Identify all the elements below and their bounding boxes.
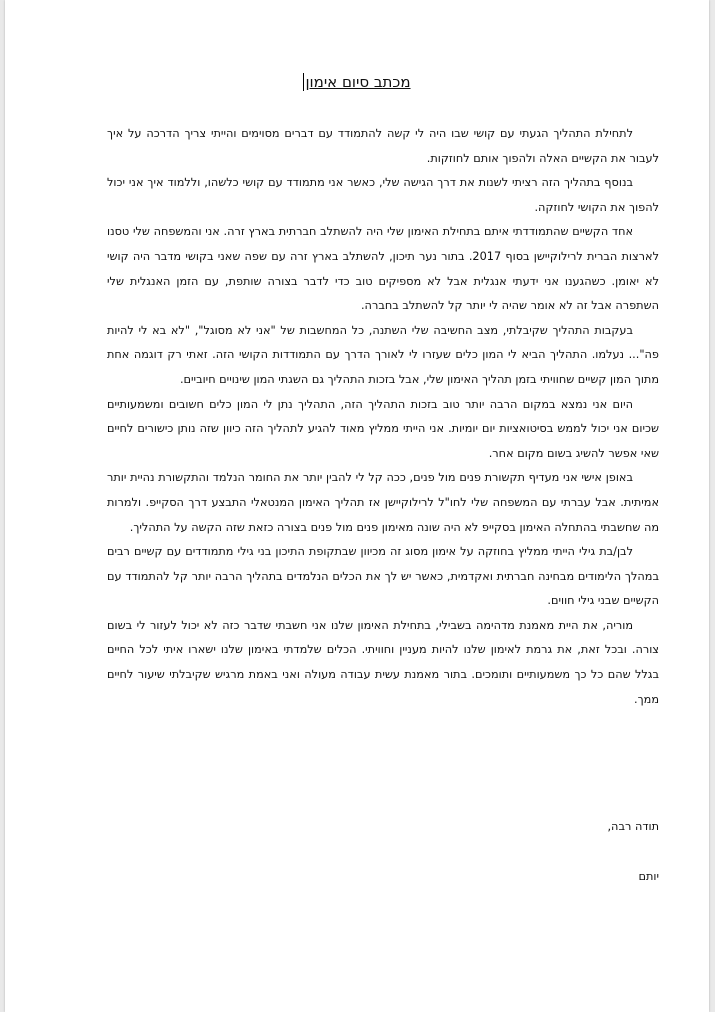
paragraph-5: היום אני נמצא במקום הרבה יותר טוב בזכות התהליך הזה, התהליך נתן לי המון כלים חשובים ומשמעותיים שכיום אני יכול לממש בסיטואציות יום יומיות. אני הייתי ממליץ מאוד להגיע לתהליך הזה כיוון שזה נותן כישורים לחיים שאי אפשר להשיג בשום מקום אחר. [107, 397, 659, 460]
document-body[interactable] [107, 122, 659, 712]
paragraph-2: בנוסף בתהליך הזה רציתי לשנות את דרך הגישה שלי, כאשר אני מתמודד עם קושי כלשהו, וללמוד איך אני יכול להפוך את הקושי לחוזקה. [107, 176, 659, 214]
paragraph-1: לתחילת התהליך הגעתי עם קושי שבו היה לי קשה להתמודד עם דברים מסוימים והייתי צריך הדרכה על איך לעבור את הקשיים האלה ולהפוך אותם לחוזקות. [107, 127, 659, 165]
paragraph-7: לבן/בת גילי הייתי ממליץ בחוזקה על אימון מסוג זה מכיוון שבתקופת התיכון בני גילי מתמודדים עם קשיים רבים במהלך הלימודים מבחינה חברתית ואקדמית, כאשר יש לך את הכלים הנלמדים בתהליך הרבה יותר קל להתמודד עם הקשיים שבני גילי חווים. [107, 545, 659, 608]
paragraph-6: באופן אישי אני מעדיף תקשורת פנים מול פנים, ככה קל לי להבין יותר את החומר הנלמד והתקשורת נהיית יותר אמיתית. אבל עברתי עם המשפחה שלי לחו"ל לרילוקיישן אז תהליך האימון המנטאלי התבצע דרך הסקייפ. ולמרות מה שחשבתי בהתחלה האימון בסקייפ לא היה שונה מאימון פנים מול פנים בצורה כזאת שזה הקשה על התהליך. [107, 471, 659, 534]
paragraph-8: מוריה, את היית מאמנת מדהימה בשבילי, בתחילת האימון שלנו אני חשבתי שדבר כזה לא יכול לעזור לי בשום צורה. ובכל זאת, את גרמת לאימון שלנו להיות מעניין וחוויתי. הכלים שלמדתי באימון שלנו ישארו איתי לכל החיים בגלל שהם כל כך משמעותיים ותומכים. בתור מאמנת עשית עבודה מעולה ואני באמת מרגיש שקיבלתי שיעור לחיים ממך. [107, 618, 659, 706]
paragraph-3: אחד הקשיים שהתמודדתי איתם בתחילת האימון שלי היה להשתלב חברתית בארץ זרה. אני והמשפחה שלי טסנו לארצות הברית לרילוקיישן בסוף 2017. בתור נער תיכון, להשתלב בארץ זרה עם שפה שאני בקושי מדבר היה קושי לא יאומן. כשהגענו אני ידעתי אנגלית אבל לא מספיקים טוב כדי לדבר בצורה שותפת, עם הזמן האנגלית שלי השתפרה אבל זה לא אומר שהיה לי יותר קל להשתלב בחברה. [107, 225, 660, 313]
closing-line: תודה רבה, [607, 820, 659, 833]
paragraph-4: בעקבות התהליך שקיבלתי, מצב החשיבה שלי השתנה, כל המחשבות של "אני לא מסוגל", "לא בא לי להיות פה"... נעלמו. התהליך הביא לי המון כלים שעזרו לי לאורך הדרך עם התמודדות הקושי הזה. זאתי רק דוגמה אחת מתוך המון קשיים שחוויתי בזמן תהליך האימון שלי, אבל בזכות התהליך גם השגתי המון שינויים חיוביים. [107, 323, 659, 386]
document-title[interactable]: מכתב סיום אימון [305, 73, 411, 91]
document-page [5, 0, 709, 1012]
document-title-line [5, 73, 709, 91]
signature: יותם [638, 870, 659, 883]
